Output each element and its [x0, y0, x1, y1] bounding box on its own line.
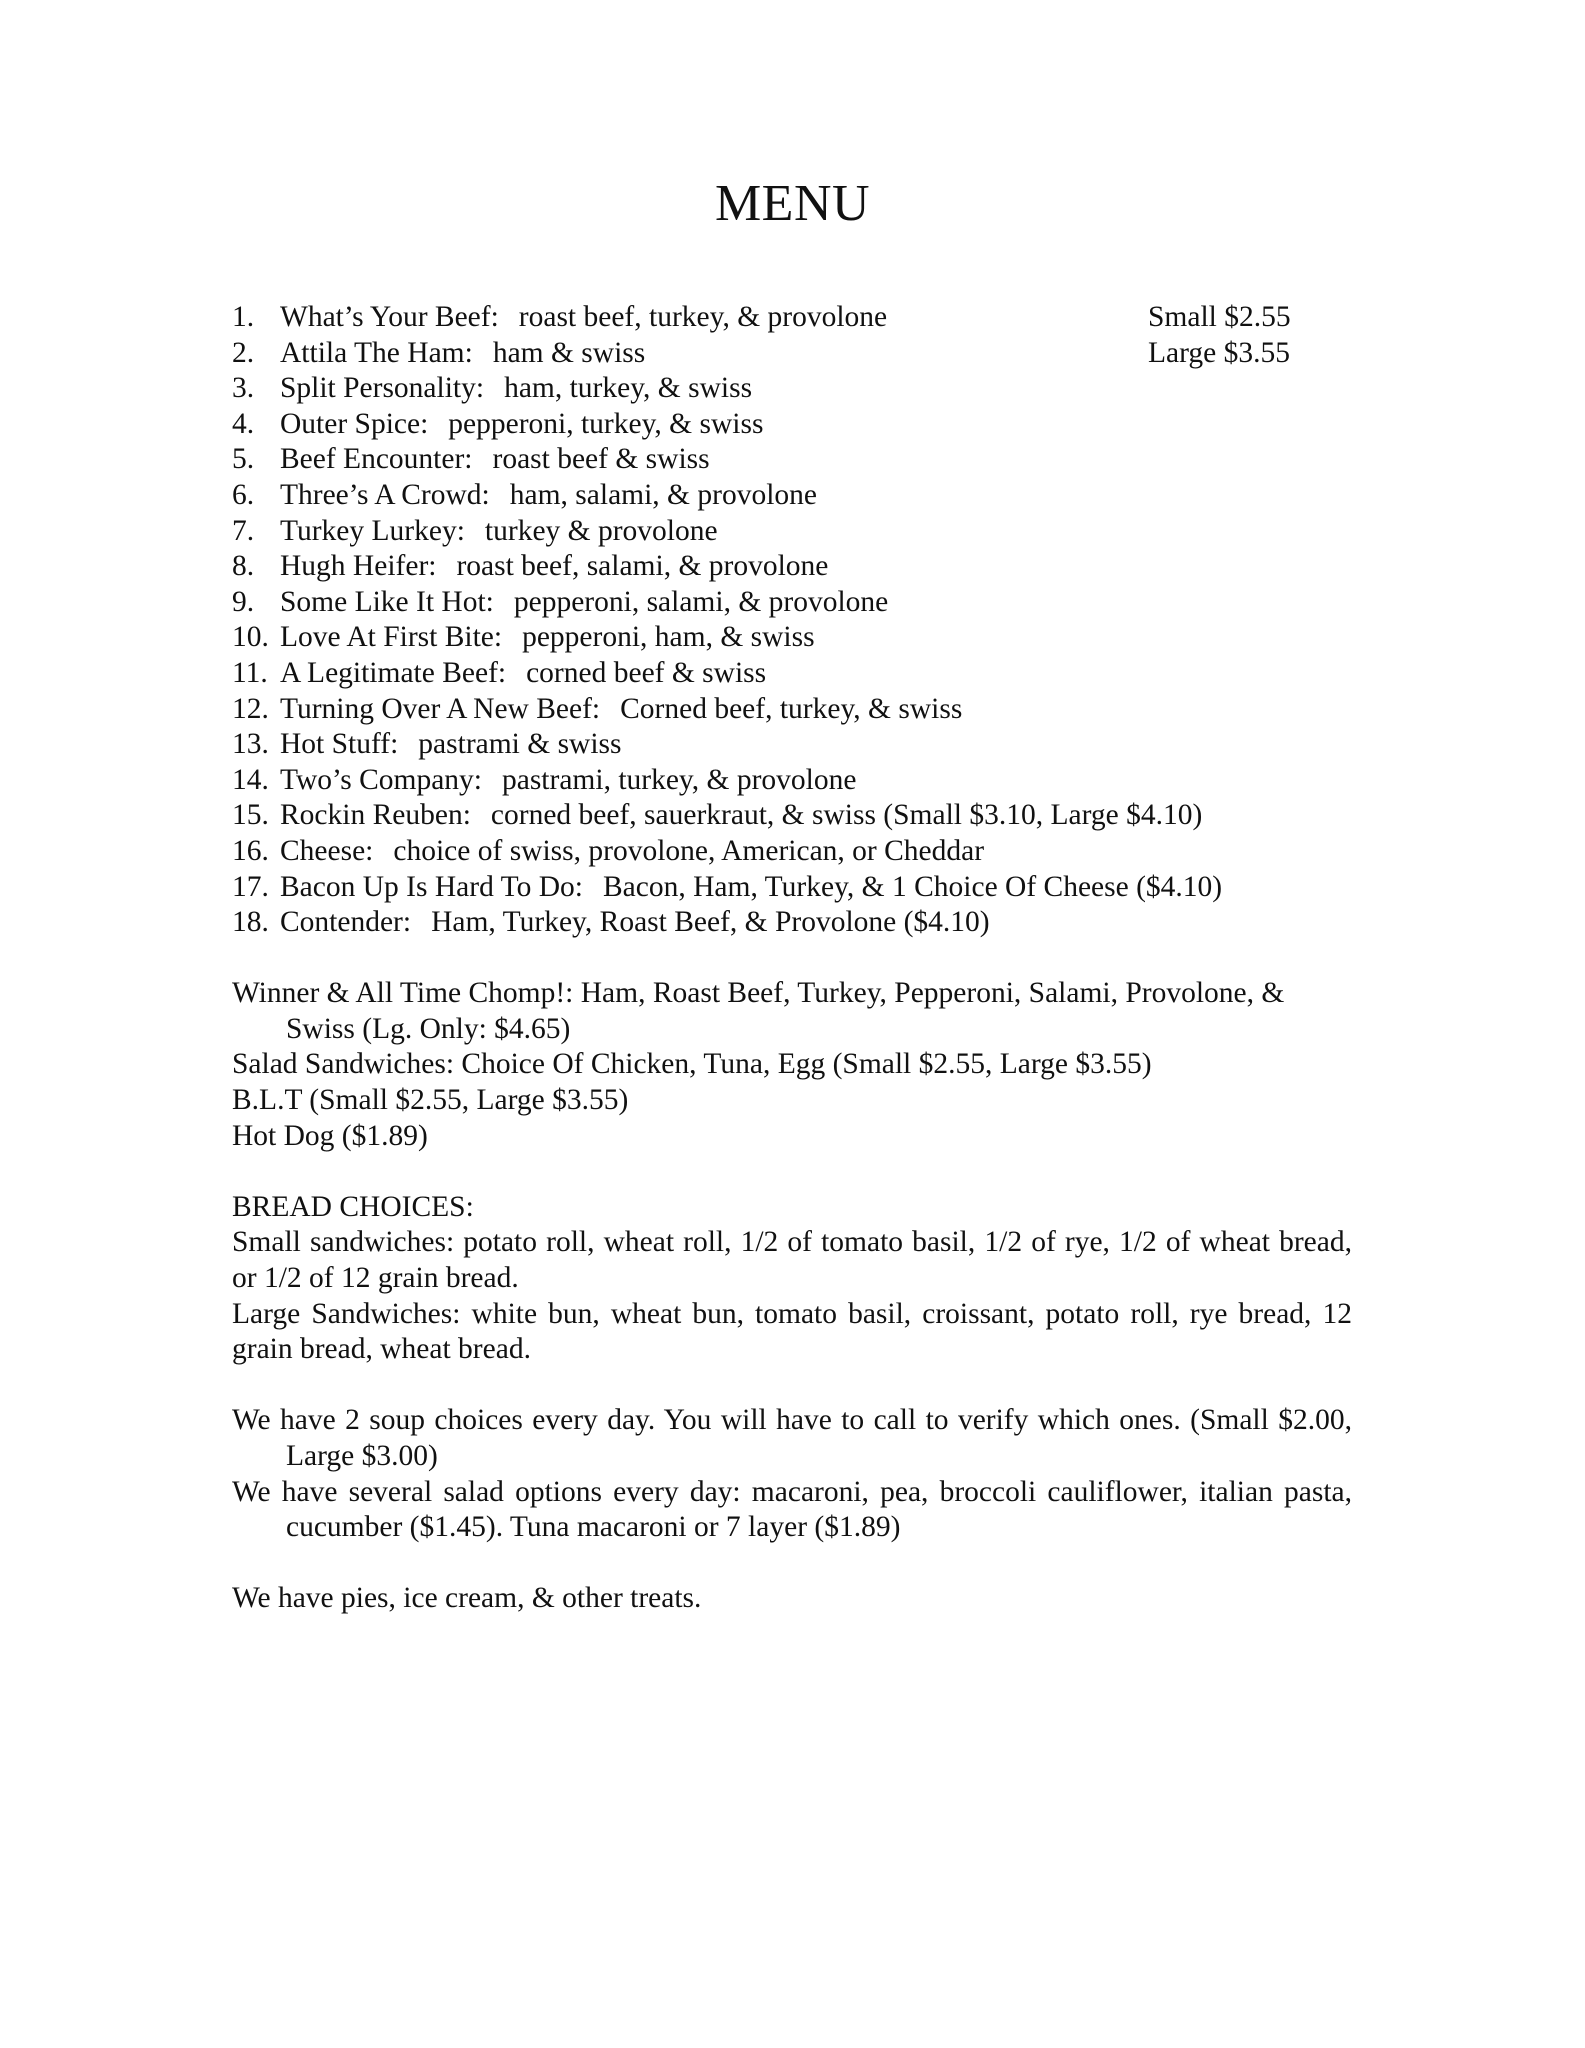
sandwich-ingredients: Corned beef, turkey, & swiss	[620, 692, 963, 725]
sandwich-number: 12.	[232, 692, 269, 725]
sandwich-ingredients: pastrami, turkey, & provolone	[501, 763, 857, 796]
sandwich-name: Hot Stuff:	[280, 728, 399, 761]
sandwich-name: Bacon Up Is Hard To Do:	[280, 870, 583, 903]
sandwich-item	[232, 798, 1352, 834]
sandwich-number: 10.	[232, 621, 269, 654]
sandwich-name: Love At First Bite:	[280, 621, 503, 654]
menu-content	[232, 300, 1352, 1617]
sandwich-number: 11.	[232, 656, 268, 689]
sandwich-name: Contender:	[280, 906, 412, 939]
sandwich-name: Hugh Heifer:	[280, 550, 437, 583]
sandwich-ingredients: ham, turkey, & swiss	[504, 372, 753, 405]
sandwich-number: 9.	[232, 585, 255, 618]
sandwich-name: Turning Over A New Beef:	[280, 692, 601, 725]
sandwich-ingredients: roast beef & swiss	[492, 443, 710, 476]
hot-dog-item: Hot Dog ($1.89)	[232, 1119, 428, 1152]
sandwich-item	[232, 727, 1352, 763]
sandwich-name: What’s Your Beef:	[280, 301, 499, 333]
sandwich-ingredients: turkey & provolone	[484, 514, 718, 547]
sandwich-name: Some Like It Hot:	[280, 585, 494, 618]
sandwich-ingredients: pepperoni, salami, & provolone	[513, 585, 889, 618]
blt-item: B.L.T (Small $2.55, Large $3.55)	[232, 1084, 629, 1117]
salad-info: We have several salad options every day: macaroni, pea, broccoli cauliflower, italian pasta, cucumber ($1.45). Tuna macaroni or 7 layer ($1.89)	[232, 1475, 1352, 1544]
sandwich-number: 17.	[232, 870, 269, 903]
sandwich-list	[232, 300, 1352, 941]
sandwich-number: 7.	[232, 514, 255, 547]
sandwich-ingredients: ham, salami, & provolone	[509, 478, 817, 511]
sandwich-item	[232, 763, 1352, 799]
sandwich-number: 16.	[232, 834, 269, 867]
sandwich-item	[232, 620, 1352, 656]
sandwich-item	[232, 371, 1352, 407]
sandwich-number: 5.	[232, 443, 255, 476]
sandwich-name: Split Personality:	[280, 372, 485, 405]
sandwich-name: Two’s Company:	[280, 763, 482, 796]
sandwich-ingredients: corned beef, sauerkraut, & swiss (Small $3.10, Large $4.10)	[490, 799, 1203, 832]
sandwich-item	[232, 905, 1352, 941]
bread-large: Large Sandwiches: white bun, wheat bun, tomato basil, croissant, potato roll, rye bread, 12 grain bread, wheat bread.	[232, 1297, 1352, 1366]
sandwich-ingredients: Ham, Turkey, Roast Beef, & Provolone ($4.10)	[431, 906, 990, 939]
sandwich-item	[232, 407, 1352, 443]
sandwich-ingredients: pepperoni, ham, & swiss	[522, 621, 815, 654]
sandwich-item	[232, 442, 1352, 478]
sandwich-name: Rockin Reuben:	[280, 799, 471, 832]
sandwich-number: 13.	[232, 728, 269, 761]
sandwich-name: A Legitimate Beef:	[280, 656, 507, 689]
treats-info: We have pies, ice cream, & other treats.	[232, 1582, 702, 1615]
winner-item: Winner & All Time Chomp!: Ham, Roast Beef, Turkey, Pepperoni, Salami, Provolone, & Swiss (Lg. Only: $4.65)	[232, 977, 1285, 1045]
sandwich-item	[232, 870, 1352, 906]
sandwich-number: 8.	[232, 550, 255, 583]
large-price: Large $3.55	[1148, 336, 1290, 369]
sandwich-item	[232, 585, 1352, 621]
sandwich-ingredients: choice of swiss, provolone, American, or Cheddar	[393, 834, 985, 867]
sandwich-name: Beef Encounter:	[280, 443, 473, 476]
sandwich-item	[232, 514, 1352, 550]
sandwich-item	[232, 336, 1352, 372]
sandwich-name: Outer Spice:	[280, 407, 429, 440]
sandwich-number: 2.	[232, 336, 255, 369]
specials-section	[232, 976, 1352, 1154]
sandwich-ingredients: ham & swiss	[492, 336, 646, 369]
bread-heading: BREAD CHOICES:	[232, 1190, 474, 1223]
sandwich-ingredients: roast beef, turkey, & provolone	[518, 301, 888, 333]
sandwich-item	[232, 549, 1352, 585]
sandwich-number: 3.	[232, 372, 255, 405]
sandwich-number: 4.	[232, 407, 255, 440]
sandwich-name: Turkey Lurkey:	[280, 514, 465, 547]
salad-sandwiches-item: Salad Sandwiches: Choice Of Chicken, Tuna, Egg (Small $2.55, Large $3.55)	[232, 1048, 1152, 1081]
sandwich-ingredients: pepperoni, turkey, & swiss	[448, 407, 764, 440]
bread-small: Small sandwiches: potato roll, wheat roll, 1/2 of tomato basil, 1/2 of rye, 1/2 of wheat bread, or 1/2 of 12 grain bread.	[232, 1226, 1352, 1295]
sandwich-number: 15.	[232, 799, 269, 832]
sandwich-item	[232, 300, 1352, 336]
sandwich-number: 6.	[232, 478, 255, 511]
sandwich-name: Attila The Ham:	[280, 336, 473, 369]
page-title: MENU	[714, 175, 871, 232]
soup-info: We have 2 soup choices every day. You will have to call to verify which ones. (Small $2.00, Large $3.00)	[232, 1404, 1352, 1472]
sandwich-item	[232, 656, 1352, 692]
sandwich-name: Three’s A Crowd:	[280, 478, 490, 511]
small-price: Small $2.55	[1148, 301, 1291, 333]
sandwich-item	[232, 692, 1352, 728]
sandwich-ingredients: pastrami & swiss	[418, 728, 622, 761]
sandwich-number: 1.	[232, 301, 255, 333]
sandwich-name: Cheese:	[280, 834, 374, 867]
sandwich-item	[232, 834, 1352, 870]
sandwich-number: 18.	[232, 906, 269, 939]
treats-section	[232, 1581, 1352, 1617]
sandwich-ingredients: roast beef, salami, & provolone	[456, 550, 829, 583]
sandwich-number: 14.	[232, 763, 269, 796]
bread-section	[232, 1190, 1352, 1368]
sandwich-ingredients: corned beef & swiss	[526, 656, 767, 689]
sandwich-item	[232, 478, 1352, 514]
sides-section	[232, 1403, 1352, 1545]
sandwich-ingredients: Bacon, Ham, Turkey, & 1 Choice Of Cheese ($4.10)	[603, 870, 1223, 903]
